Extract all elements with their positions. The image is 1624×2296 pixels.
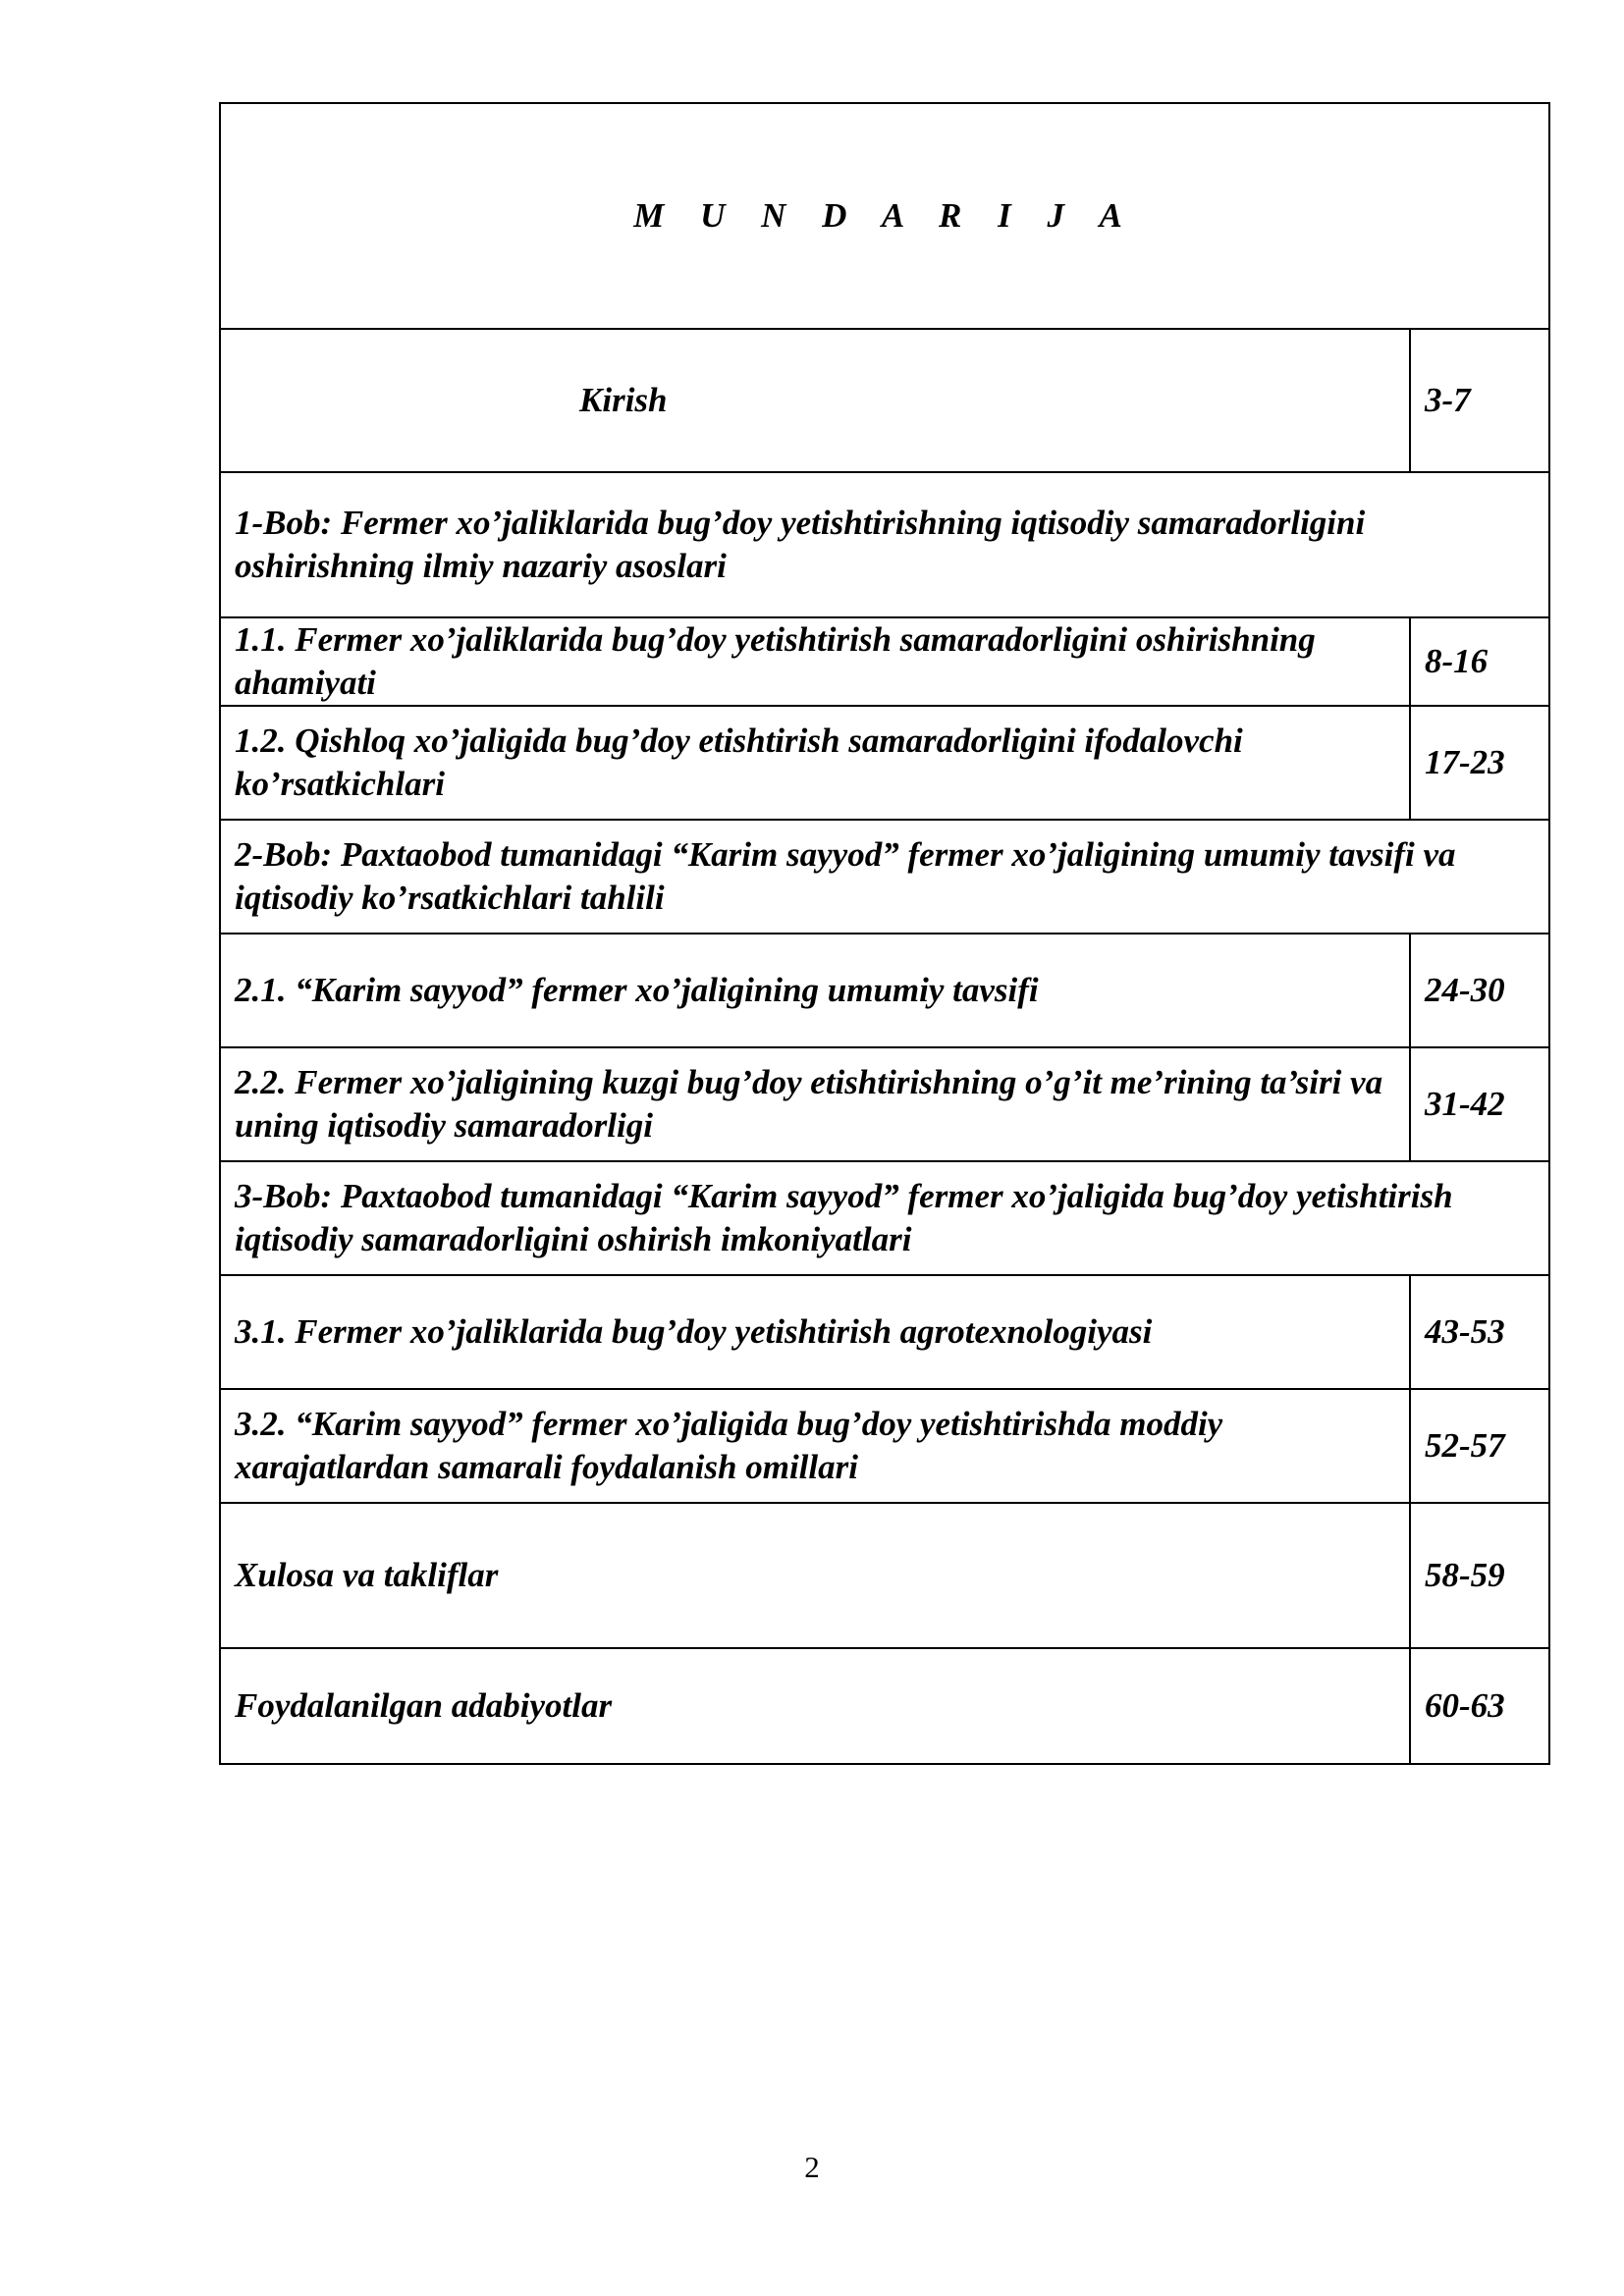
table-of-contents xyxy=(219,102,1550,1765)
toc-entry-pages: 52-57 xyxy=(1410,1389,1549,1503)
toc-entry-text: 1.1. Fermer xo’jaliklarida bug’doy yetishtirish samaradorligini oshirishning ahamiyati xyxy=(220,617,1410,706)
toc-entry-text: Foydalanilgan adabiyotlar xyxy=(220,1648,1410,1764)
toc-entry-pages: 3-7 xyxy=(1410,329,1549,472)
toc-entry-pages: 8-16 xyxy=(1410,617,1549,706)
toc-entry-text: Kirish xyxy=(579,381,668,419)
toc-entry-pages: 17-23 xyxy=(1410,706,1549,820)
page-number: 2 xyxy=(804,2150,820,2184)
toc-entry-pages: 58-59 xyxy=(1410,1503,1549,1648)
toc-entry-text: 2.1. “Karim sayyod” fermer xo’jaligining umumiy tavsifi xyxy=(220,934,1410,1047)
toc-entry-pages: 31-42 xyxy=(1410,1047,1549,1161)
toc-entry-text: 1.2. Qishloq xo’jaligida bug’doy etishtirish samaradorligini ifodalovchi ko’rsatkichlari xyxy=(220,706,1410,820)
toc-entry-pages: 43-53 xyxy=(1410,1275,1549,1389)
toc-chapter-3: 3-Bob: Paxtaobod tumanidagi “Karim sayyod” fermer xo’jaligida bug’doy yetishtirish iqtisodiy samaradorligini oshirish imkoniyatlari xyxy=(220,1161,1549,1275)
toc-entry-pages: 24-30 xyxy=(1410,934,1549,1047)
toc-chapter-1: 1-Bob: Fermer xo’jaliklarida bug’doy yetishtirishning iqtisodiy samaradorligini oshirishning ilmiy nazariy asoslari xyxy=(220,472,1549,617)
toc-entry-text: 3.2. “Karim sayyod” fermer xo’jaligida bug’doy yetishtirishda moddiy xarajatlardan samarali foydalanish omillari xyxy=(220,1389,1410,1503)
toc-chapter-2: 2-Bob: Paxtaobod tumanidagi “Karim sayyod” fermer xo’jaligining umumiy tavsifi va iqtisodiy ko’rsatkichlari tahlili xyxy=(220,820,1549,934)
toc-entry-text: 2.2. Fermer xo’jaligining kuzgi bug’doy etishtirishning o’g’it me’rining ta’siri va uning iqtisodiy samaradorligi xyxy=(220,1047,1410,1161)
toc-title: M U N D A R I J A xyxy=(220,103,1549,329)
toc-entry-intro xyxy=(220,329,1410,472)
toc-entry-text: Xulosa va takliflar xyxy=(220,1503,1410,1648)
toc-entry-text: 3.1. Fermer xo’jaliklarida bug’doy yetishtirish agrotexnologiyasi xyxy=(220,1275,1410,1389)
toc-entry-pages: 60-63 xyxy=(1410,1648,1549,1764)
